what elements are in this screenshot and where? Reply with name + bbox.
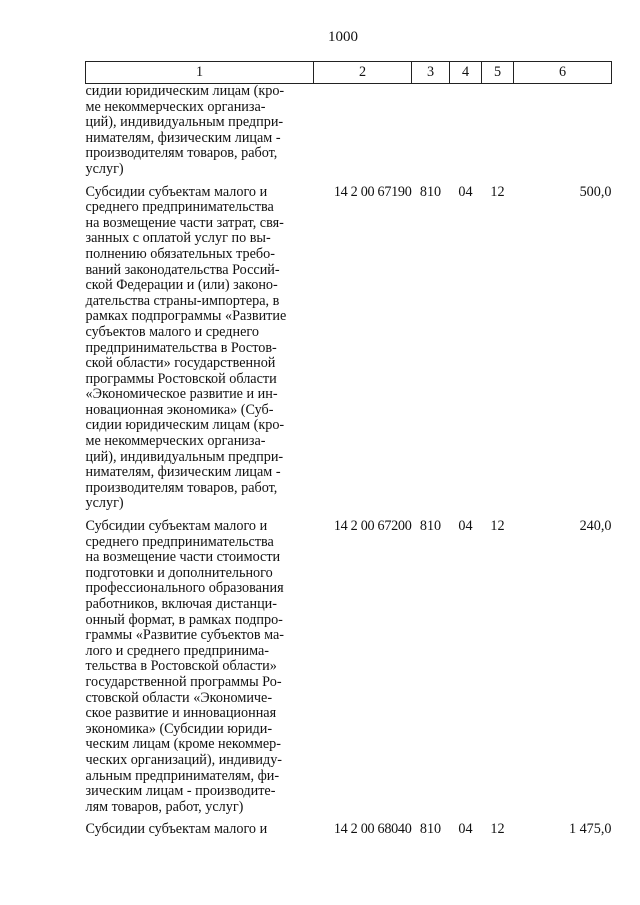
row-amount: 240,0: [579, 518, 612, 535]
row-name: Субсидии субъектам малого и среднего предпринимательства на возмещение части стоимости подготовки и дополнительного профессионального образования работников, включая дистанци- онный формат, в рамках подпро- граммы «Развитие субъектов ма- лого и среднего предпринима- тельства в Ростовской области» государственной программы Ро- стовской области «Экономиче- ское развитие и инновационная экономика» (Субсидии юриди- ческим лицам (кроме некоммер- ческих организаций), индивиду- альным предпринимателям, фи- зическим лицам - производите- лям товаров, работ, услуг): [85, 518, 285, 815]
row-subsection: 12: [490, 821, 505, 838]
column-header-3: 3: [412, 62, 450, 84]
column-header-4: 4: [450, 62, 482, 84]
row-expense-type: 810: [419, 821, 442, 838]
page-number: 1000: [328, 29, 358, 45]
row-amount: 1 475,0: [568, 821, 612, 838]
table-header-row: [86, 62, 612, 84]
column-header-6: 6: [514, 62, 612, 84]
row-expense-type: [412, 84, 450, 178]
row-name: Субсидии субъектам малого и среднего предпринимательства на возмещение части затрат, свя- занных с оплатой услуг по вы- полнению обязательных требо- ваний законодательства Россий- ской Федерации и (или) законо- дательства страны-импортера, в рамках подпрограммы «Развитие субъектов малого и среднего предпринимательства в Ростов- ской области» государственной программы Ростовской области «Экономическое развитие и ин- новационная экономика» (Суб- сидии юридическим лицам (кро- ме некоммерческих организа- ций), индивидуальным предпри- нимателям, физическим лицам - производителям товаров, работ, услуг): [85, 183, 287, 512]
row-target-code: 14 2 00 67190: [333, 183, 412, 200]
row-expense-type: 810: [419, 518, 442, 535]
row-subsection: 12: [490, 518, 505, 535]
table-row: [86, 84, 612, 178]
row-target-code: [314, 84, 412, 178]
row-subsection: 12: [490, 183, 505, 200]
budget-table: [85, 61, 612, 838]
row-amount: [514, 84, 612, 178]
row-name: сидии юридическим лицам (кро- ме некоммерческих организа- ций), индивидуальным предпри- нимателям, физическим лицам - производителям товаров, работ, услуг): [85, 83, 285, 177]
table-row: [86, 822, 612, 838]
row-target-code: 14 2 00 68040: [333, 821, 412, 838]
row-amount: 500,0: [579, 183, 612, 200]
table-row: [86, 185, 612, 512]
row-section: 04: [458, 821, 473, 838]
row-name: Субсидии субъектам малого и: [85, 821, 268, 838]
row-section: 04: [458, 183, 473, 200]
row-section: [450, 84, 482, 178]
row-target-code: 14 2 00 67200: [333, 518, 412, 535]
table-row: [86, 519, 612, 815]
row-section: 04: [458, 518, 473, 535]
column-header-5: 5: [482, 62, 514, 84]
row-expense-type: 810: [419, 183, 442, 200]
row-subsection: [482, 84, 514, 178]
column-header-2: 2: [314, 62, 412, 84]
column-header-1: 1: [86, 62, 314, 84]
